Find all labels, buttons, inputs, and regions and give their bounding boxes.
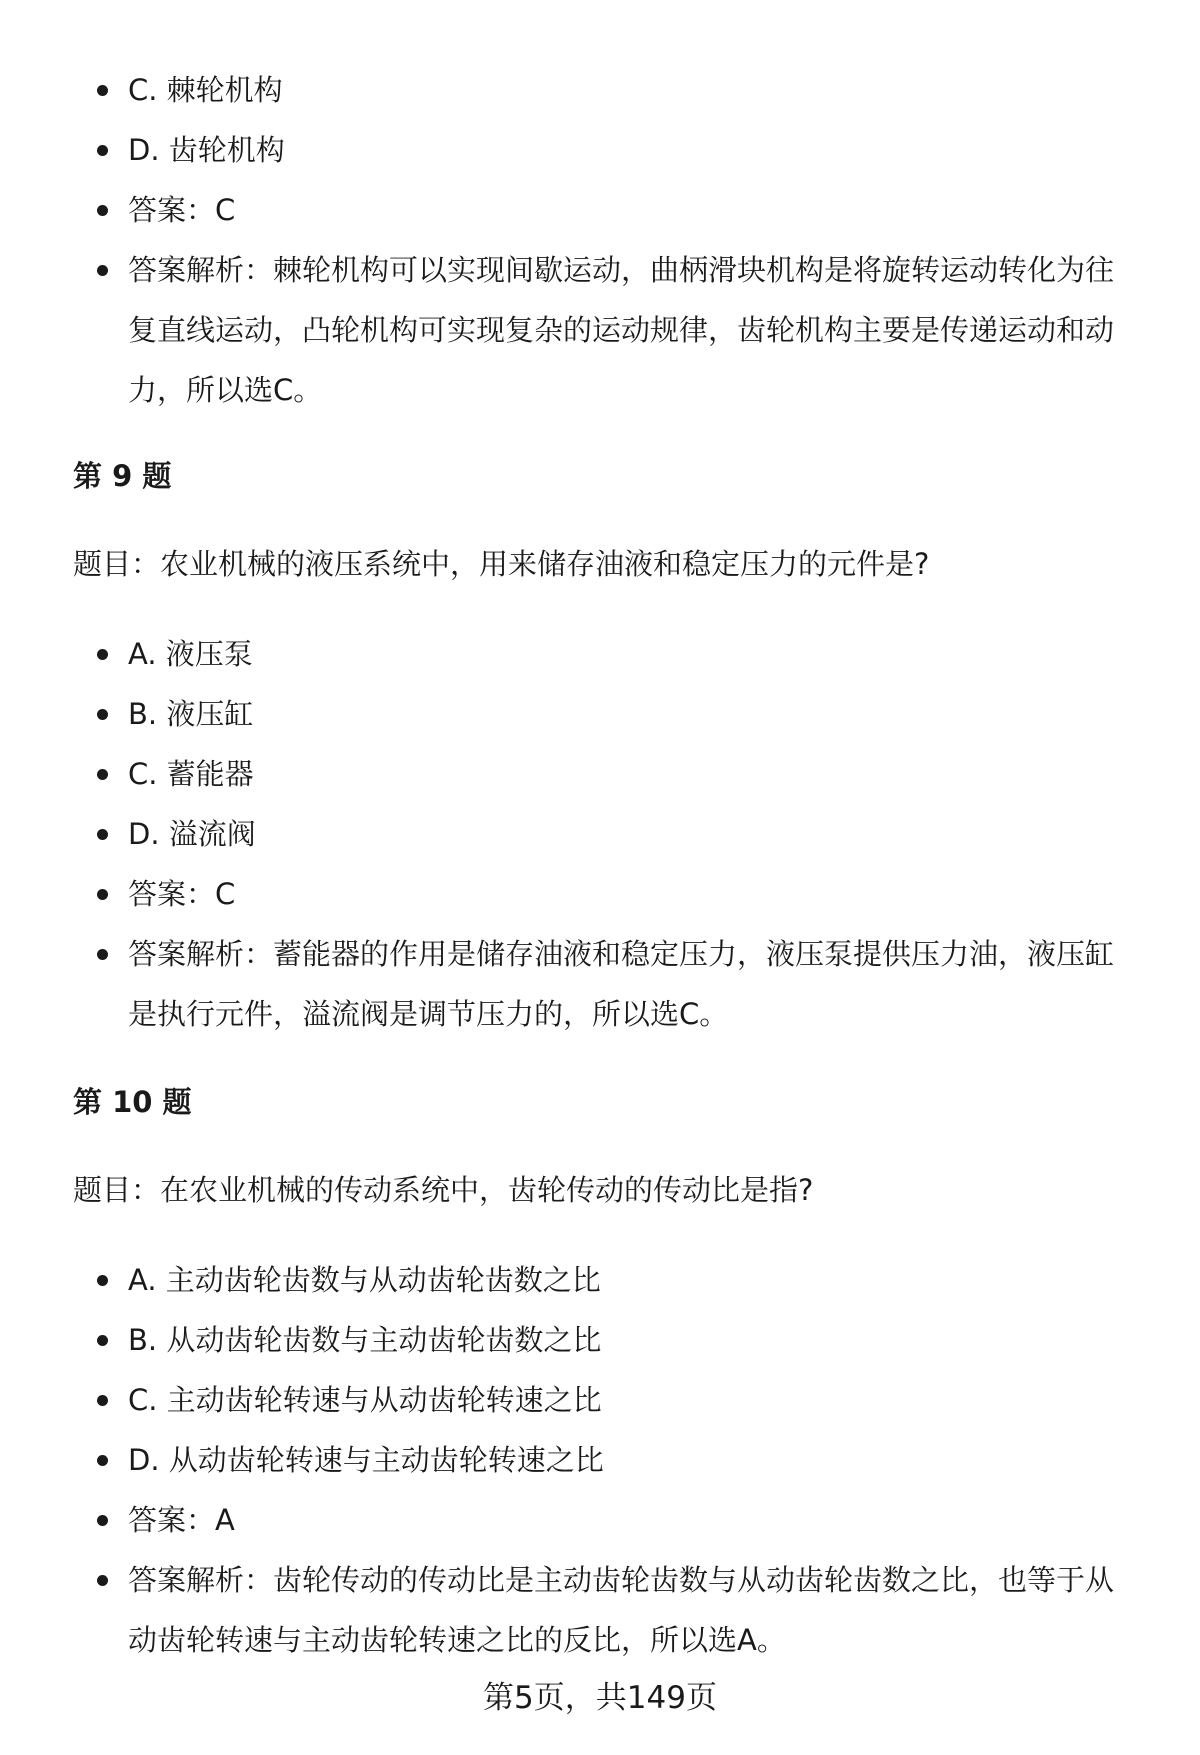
answer-explanation: 答案解析：蓄能器的作用是储存油液和稳定压力，液压泵提供压力油，液压缸是执行元件，溢流阀是调节压力的，所以选C。 (0, 924, 1200, 1044)
option-d: D. 溢流阀 (0, 804, 1200, 864)
option-list-q9 (0, 624, 1200, 1044)
option-a: A. 液压泵 (0, 624, 1200, 684)
option-d: D. 从动齿轮转速与主动齿轮转速之比 (0, 1430, 1200, 1490)
option-a: A. 主动齿轮齿数与从动齿轮齿数之比 (0, 1250, 1200, 1310)
question-text-9: 题目：农业机械的液压系统中，用来储存油液和稳定压力的元件是? (73, 547, 930, 581)
answer-explanation: 答案解析：齿轮传动的传动比是主动齿轮齿数与从动齿轮齿数之比，也等于从动齿轮转速与主动齿轮转速之比的反比，所以选A。 (0, 1550, 1200, 1670)
page-number-footer: 第5页，共149页 (483, 1680, 717, 1716)
option-b: B. 液压缸 (0, 684, 1200, 744)
question-heading-9: 第 9 题 (73, 459, 172, 493)
option-c: C. 棘轮机构 (0, 60, 1200, 120)
answer-explanation: 答案解析：棘轮机构可以实现间歇运动，曲柄滑块机构是将旋转运动转化为往复直线运动，凸轮机构可实现复杂的运动规律，齿轮机构主要是传递运动和动力，所以选C。 (0, 240, 1200, 420)
option-list-q8 (0, 60, 1200, 420)
option-b: B. 从动齿轮齿数与主动齿轮齿数之比 (0, 1310, 1200, 1370)
option-list-q10 (0, 1250, 1200, 1670)
option-c: C. 蓄能器 (0, 744, 1200, 804)
answer: 答案：C (0, 180, 1200, 240)
answer: 答案：C (0, 864, 1200, 924)
option-c: C. 主动齿轮转速与从动齿轮转速之比 (0, 1370, 1200, 1430)
question-text-10: 题目：在农业机械的传动系统中，齿轮传动的传动比是指? (73, 1173, 814, 1207)
option-d: D. 齿轮机构 (0, 120, 1200, 180)
question-heading-10: 第 10 题 (73, 1085, 192, 1119)
answer: 答案：A (0, 1490, 1200, 1550)
